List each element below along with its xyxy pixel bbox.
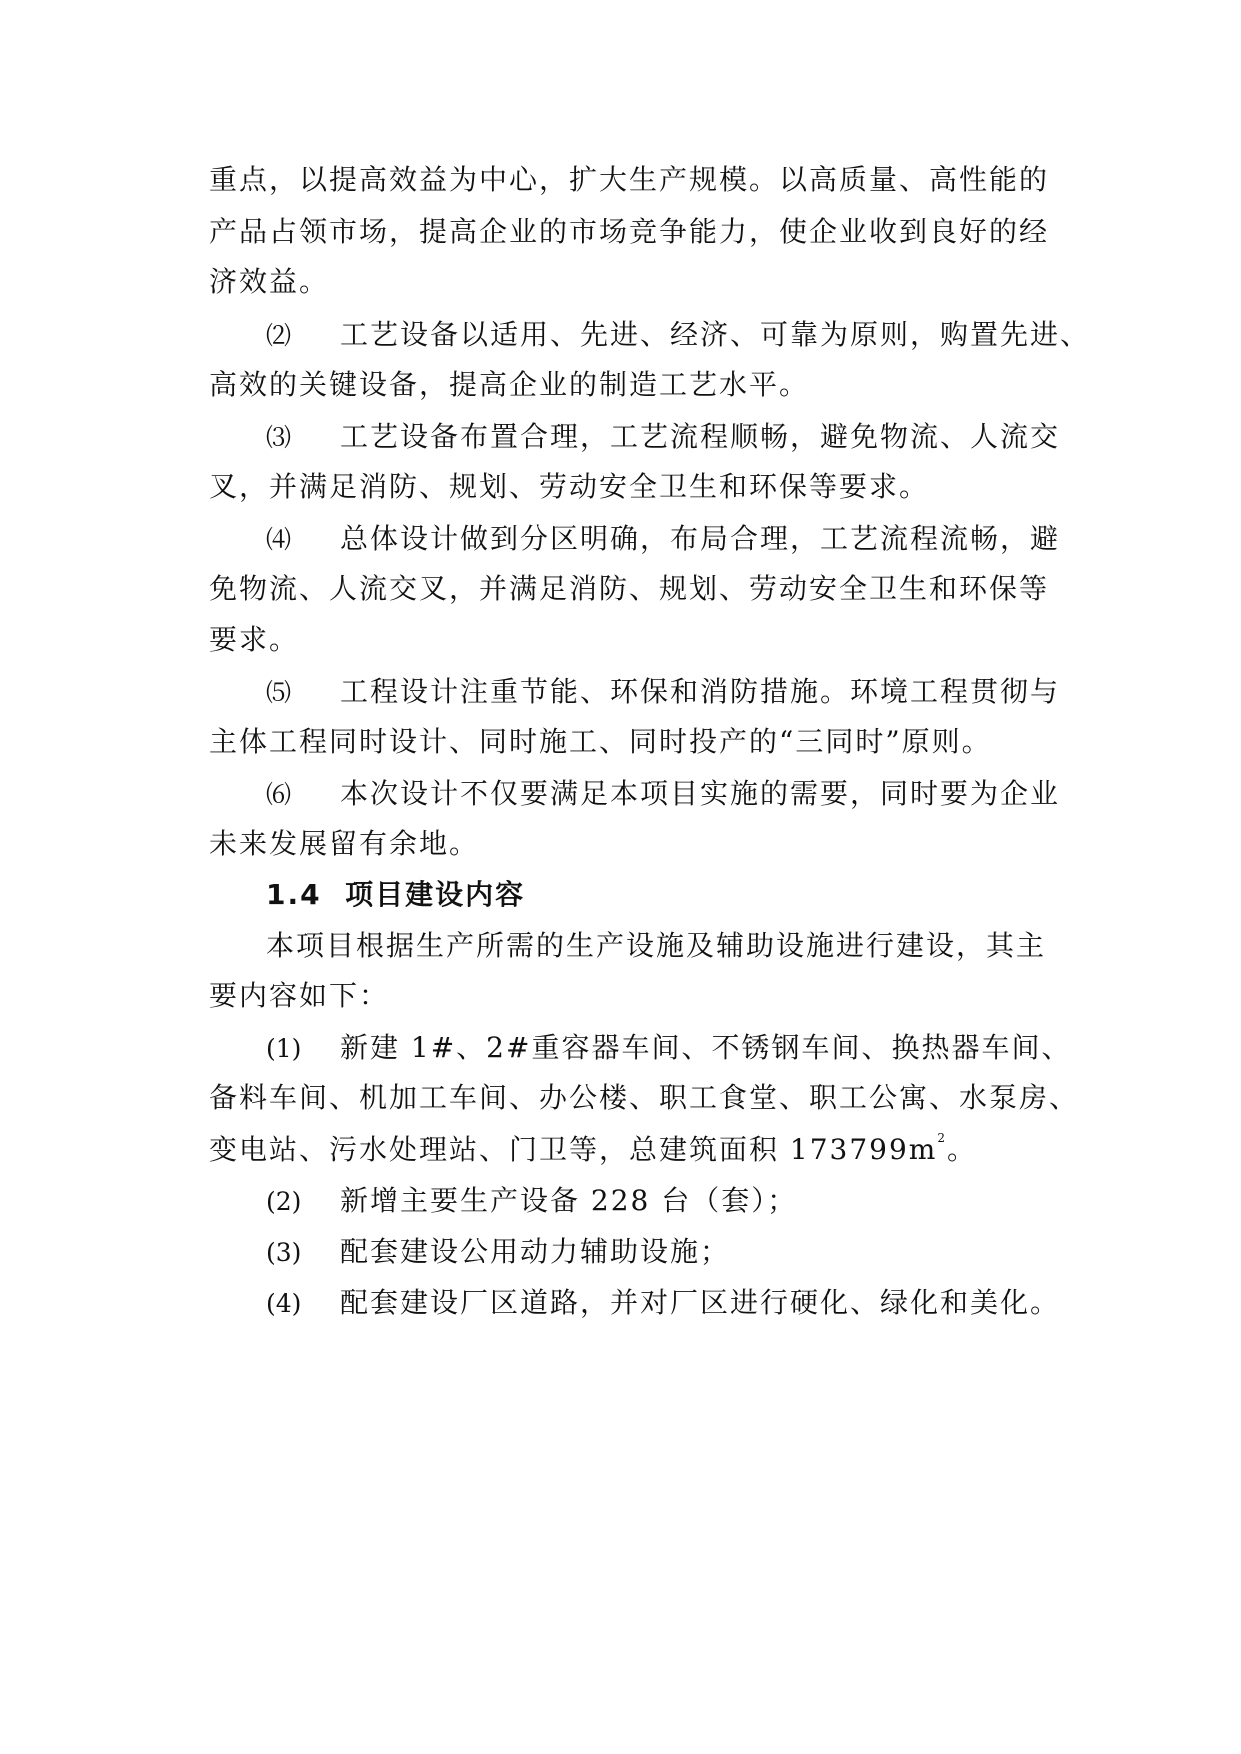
item-text: 工艺设备布置合理，工艺流程顺畅，避免物流、人流交 [340,420,1061,453]
paragraph-line: 要求。 [209,623,300,656]
paragraph-line: 叉，并满足消防、规划、劳动安全卫生和环保等要求。 [209,470,930,503]
content-item [266,1283,1060,1323]
paragraph-line: 本项目根据生产所需的生产设施及辅助设施进行建设，其主 [266,929,1047,962]
item-number: ⑵ [266,321,292,350]
paragraph-line: 备料车间、机加工车间、办公楼、职工食堂、职工公寓、水泵房、 [209,1081,1080,1114]
principle-item [266,315,1090,355]
paragraph-line: 济效益。 [209,265,330,298]
item-text: 变电站、污水处理站、门卫等，总建筑面积 173799m [209,1133,938,1166]
paragraph-line: 要内容如下： [209,979,390,1012]
item-number: (3) [266,1238,302,1267]
item-text: 工程设计注重节能、环保和消防措施。环境工程贯彻与 [340,675,1061,708]
principle-item [266,774,1060,814]
item-number: ⑶ [266,423,292,452]
item-text: 新建 1#、2#重容器车间、不锈钢车间、换热器车间、 [340,1031,1072,1064]
paragraph-line: 未来发展留有余地。 [209,827,480,860]
content-item [266,1181,797,1221]
content-item [266,1232,730,1272]
unit-superscript: 2 [937,1131,947,1145]
section-title: 项目建设内容 [345,878,526,911]
item-text-tail: 。 [946,1133,977,1166]
content-item [266,1028,1071,1068]
item-text: 本次设计不仅要满足本项目实施的需要，同时要为企业 [340,777,1061,810]
item-text: 配套建设厂区道路，并对厂区进行硬化、绿化和美化。 [340,1286,1061,1319]
paragraph-line: 产品占领市场，提高企业的市场竞争能力，使企业收到良好的经 [209,215,1050,248]
item-number: (1) [266,1034,302,1063]
item-text: 工艺设备以适用、先进、经济、可靠为原则，购置先进、 [340,318,1091,351]
paragraph-line: 免物流、人流交叉，并满足消防、规划、劳动安全卫生和环保等 [209,572,1050,605]
principle-item [266,672,1060,712]
paragraph-line: 高效的关键设备，提高企业的制造工艺水平。 [209,368,810,401]
section-number: 1.4 [266,878,322,911]
item-number: ⑹ [266,780,292,809]
principle-item [266,519,1060,559]
paragraph-line [209,1130,977,1170]
item-text: 配套建设公用动力辅助设施； [340,1235,731,1268]
item-number: (4) [266,1289,302,1318]
item-number: ⑷ [266,525,292,554]
item-text: 新增主要生产设备 228 台（套）； [340,1184,798,1217]
section-heading [266,875,525,915]
item-number: ⑸ [266,678,292,707]
paragraph-line: 重点，以提高效益为中心，扩大生产规模。以高质量、高性能的 [209,163,1050,196]
principle-item [266,417,1060,457]
paragraph-line: 主体工程同时设计、同时施工、同时投产的“三同时”原则。 [209,725,992,758]
item-text: 总体设计做到分区明确，布局合理，工艺流程流畅，避 [340,522,1061,555]
item-number: (2) [266,1187,302,1216]
